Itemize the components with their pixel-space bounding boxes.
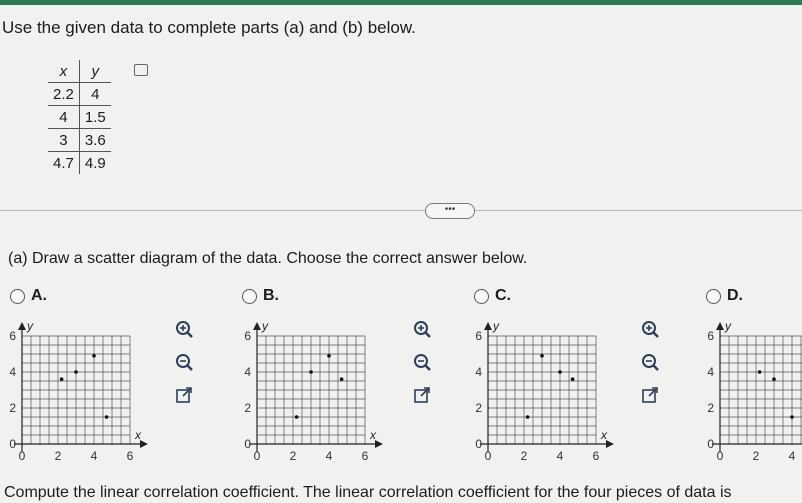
x-tick-label: 4 (556, 449, 564, 463)
y-tick-label: 2 (244, 401, 251, 415)
y-tick-label: 4 (244, 365, 251, 379)
top-accent-bar (0, 0, 802, 5)
table-cell: 4.7 (48, 152, 79, 175)
y-tick-label: 0 (707, 437, 714, 451)
y-axis-label: y (725, 319, 731, 333)
y-tick-label: 0 (244, 437, 251, 451)
section-divider (0, 210, 802, 211)
external-link-icon[interactable] (638, 384, 662, 406)
y-axis-arrow (253, 322, 261, 330)
problem-instructions: Use the given data to complete parts (a) and (b) below. (2, 18, 416, 37)
data-point (60, 377, 64, 381)
table-cell: 4.9 (79, 152, 110, 175)
y-tick-label: 2 (9, 401, 16, 415)
y-axis-label: y (27, 319, 33, 333)
y-tick-label: 6 (9, 329, 16, 343)
y-tick-label: 4 (707, 365, 714, 379)
y-axis-label: y (262, 319, 268, 333)
x-column-header: x (48, 60, 79, 83)
zoom-in-icon[interactable] (410, 318, 434, 340)
y-axis-arrow (484, 322, 492, 330)
option-a-label: A. (31, 287, 47, 304)
table-cell: 3.6 (79, 129, 110, 152)
data-point (105, 415, 109, 419)
y-tick-label: 0 (9, 437, 16, 451)
x-tick-label: 2 (752, 449, 760, 463)
y-tick-label: 6 (475, 329, 482, 343)
x-tick-label: 0 (253, 449, 261, 463)
option-b[interactable] (242, 287, 279, 305)
option-d[interactable] (706, 287, 743, 305)
option-c[interactable] (474, 287, 511, 305)
more-button[interactable]: ••• (425, 203, 475, 219)
x-tick-label: 2 (520, 449, 528, 463)
table-cell: 2.2 (48, 83, 79, 106)
table-cell: 4 (48, 106, 79, 129)
graph-tools-b (410, 318, 434, 406)
data-point (92, 354, 96, 358)
data-point (309, 370, 313, 374)
table-cell: 1.5 (79, 106, 110, 129)
x-tick-label: 6 (361, 449, 369, 463)
radio-option-a[interactable] (10, 289, 25, 304)
x-tick-label: 2 (289, 449, 297, 463)
option-d-label: D. (727, 287, 743, 304)
y-tick-label: 2 (475, 401, 482, 415)
zoom-out-icon[interactable] (172, 351, 196, 373)
part-b-question: Compute the linear correlation coefficient. The linear correlation coefficient for the four pieces of data is (4, 484, 732, 501)
data-point (772, 377, 776, 381)
option-c-label: C. (495, 287, 511, 304)
scatter-plot-b (235, 312, 405, 472)
external-link-icon[interactable] (172, 384, 196, 406)
graph-tools-a (172, 318, 196, 406)
data-point (571, 377, 575, 381)
y-tick-label: 4 (475, 365, 482, 379)
y-axis-arrow (18, 322, 26, 330)
scatter-plot-a (0, 312, 170, 472)
x-axis-arrow (606, 440, 614, 448)
data-point (340, 377, 344, 381)
radio-option-c[interactable] (474, 289, 489, 304)
x-tick-label: 2 (54, 449, 62, 463)
x-axis-arrow (375, 440, 383, 448)
data-point (790, 415, 794, 419)
radio-option-d[interactable] (706, 289, 721, 304)
x-tick-label: 0 (18, 449, 26, 463)
external-link-icon[interactable] (410, 384, 434, 406)
x-axis-label: x (135, 428, 141, 442)
y-tick-label: 6 (244, 329, 251, 343)
y-tick-label: 4 (9, 365, 16, 379)
copy-data-icon[interactable] (134, 64, 148, 76)
x-tick-label: 6 (126, 449, 134, 463)
y-tick-label: 6 (707, 329, 714, 343)
x-tick-label: 4 (788, 449, 796, 463)
y-tick-label: 0 (475, 437, 482, 451)
zoom-in-icon[interactable] (638, 318, 662, 340)
x-tick-label: 6 (592, 449, 600, 463)
scatter-plot-d (698, 312, 802, 472)
radio-option-b[interactable] (242, 289, 257, 304)
part-a-question: (a) Draw a scatter diagram of the data. Choose the correct answer below. (8, 250, 528, 267)
zoom-out-icon[interactable] (410, 351, 434, 373)
y-axis-arrow (716, 322, 724, 330)
x-axis-label: x (601, 428, 607, 442)
scatter-plot-c (466, 312, 636, 472)
data-point (758, 370, 762, 374)
x-tick-label: 4 (325, 449, 333, 463)
data-point (327, 354, 331, 358)
x-axis-label: x (370, 428, 376, 442)
table-cell: 3 (48, 129, 79, 152)
data-point (295, 415, 299, 419)
x-axis-arrow (140, 440, 148, 448)
x-tick-label: 0 (716, 449, 724, 463)
data-point (558, 370, 562, 374)
data-table (48, 60, 111, 174)
y-column-header: y (91, 62, 100, 80)
option-a[interactable] (10, 287, 47, 305)
graph-tools-c (638, 318, 662, 406)
option-b-label: B. (263, 287, 279, 304)
zoom-out-icon[interactable] (638, 351, 662, 373)
zoom-in-icon[interactable] (172, 318, 196, 340)
x-tick-label: 0 (484, 449, 492, 463)
data-point (526, 415, 530, 419)
y-axis-label: y (493, 319, 499, 333)
y-tick-label: 2 (707, 401, 714, 415)
data-point (540, 354, 544, 358)
table-cell: 4 (79, 83, 110, 106)
data-point (74, 370, 78, 374)
x-tick-label: 4 (90, 449, 98, 463)
